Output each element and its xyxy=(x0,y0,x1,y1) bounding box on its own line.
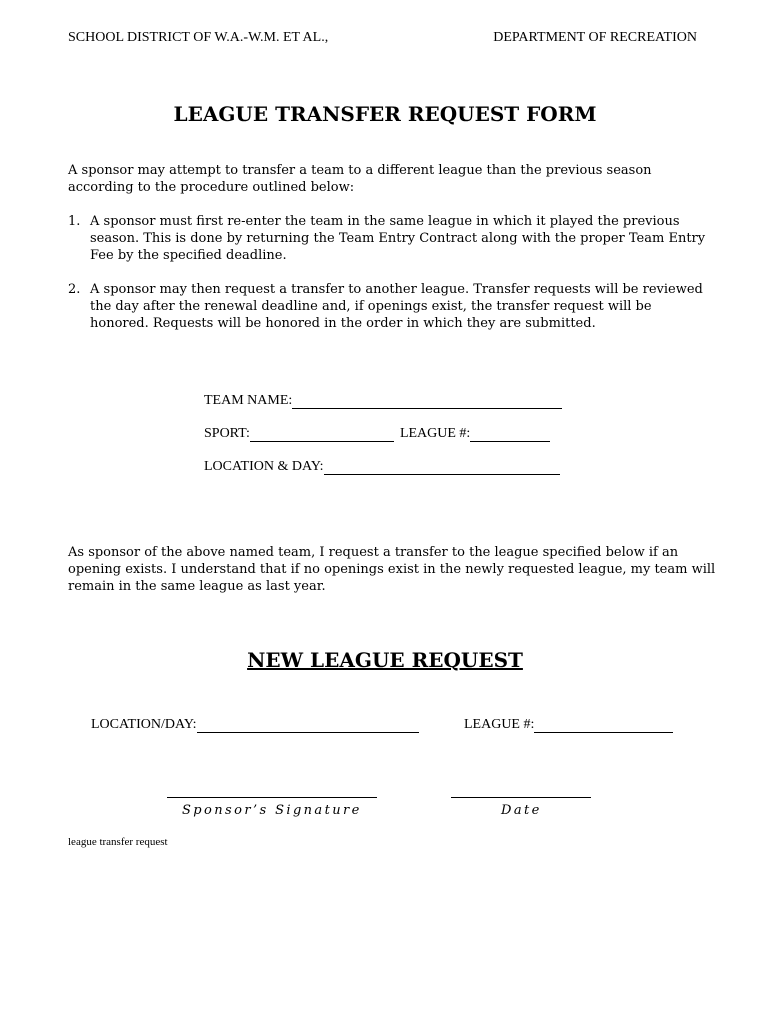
location-day-field[interactable] xyxy=(324,460,560,475)
new-location-day-label: LOCATION/DAY: xyxy=(91,717,197,732)
new-location-day-row xyxy=(91,717,419,733)
new-league-title: NEW LEAGUE REQUEST xyxy=(247,648,523,672)
page-title: LEAGUE TRANSFER REQUEST FORM xyxy=(173,102,597,126)
step-number: 1. xyxy=(68,214,81,229)
step-number: 2. xyxy=(68,282,81,297)
team-name-row xyxy=(204,393,562,409)
procedure-list xyxy=(68,213,708,349)
new-league-label: LEAGUE #: xyxy=(464,717,535,732)
procedure-step xyxy=(68,281,708,332)
footer-label: league transfer request xyxy=(68,836,168,848)
step-text: A sponsor may then request a transfer to another league. Transfer requests will be reviewed the day after the renewal deadline and, if openings exist, the transfer request will be honored. Requests will be honored in the order in which they are submitted. xyxy=(90,282,703,331)
sport-label: SPORT: xyxy=(204,426,250,441)
step-text: A sponsor must first re-enter the team in the same league in which it played the previous season. This is done by returning the Team Entry Contract along with the proper Team Entry Fee by the specified deadline. xyxy=(90,214,706,263)
procedure-step xyxy=(68,213,708,264)
intro-paragraph: A sponsor may attempt to transfer a team to a different league than the previous season according to the procedure outlined below: xyxy=(68,163,652,195)
sponsor-signature-label: Sponsor’s Signature xyxy=(182,803,362,818)
location-day-row xyxy=(204,459,560,475)
date-label: Date xyxy=(501,803,542,818)
league-label: LEAGUE #: xyxy=(399,426,471,441)
sponsor-signature-field[interactable] xyxy=(167,797,377,798)
new-league-row xyxy=(464,717,673,733)
header-district: SCHOOL DISTRICT OF W.A.-W.M. ET AL., xyxy=(68,30,329,45)
header-department: DEPARTMENT OF RECREATION xyxy=(493,30,697,45)
sponsor-statement: As sponsor of the above named team, I request a transfer to the league specified below if an opening exists. I understand that if no openings exist in the newly requested league, my team will remain in the same league as last year. xyxy=(68,545,716,594)
location-day-label: LOCATION & DAY: xyxy=(204,459,324,474)
new-league-field[interactable] xyxy=(534,718,673,733)
league-field[interactable] xyxy=(470,427,550,442)
date-field[interactable] xyxy=(451,797,591,798)
new-location-day-field[interactable] xyxy=(197,718,419,733)
sport-field[interactable] xyxy=(250,427,394,442)
sport-league-row xyxy=(204,426,550,442)
team-name-label: TEAM NAME: xyxy=(204,393,293,408)
team-name-field[interactable] xyxy=(292,394,562,409)
